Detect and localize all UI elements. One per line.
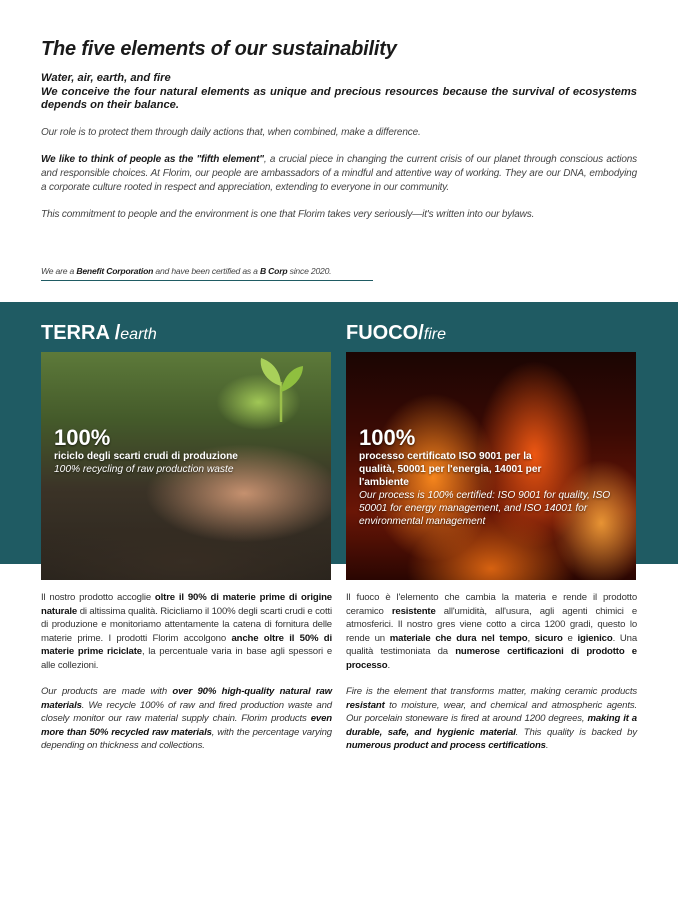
earth-text-it <box>41 591 332 673</box>
bcorp-text-3: since 2020. <box>287 266 332 276</box>
fire-en-t4: . <box>545 740 549 752</box>
earth-it-b1: oltre il 90% di materie prime di origine naturale <box>41 592 332 617</box>
fire-text-en <box>346 685 637 753</box>
fire-it-t6: . <box>387 659 390 671</box>
fire-overlay-it: processo certificato ISO 9001 per la qualità, 50001 per l'energia, 14001 per l'ambiente <box>359 451 542 488</box>
earth-en-b2: even more than 50% recycled raw materials <box>41 713 332 738</box>
bcorp-text-1: We are a <box>41 266 77 276</box>
fire-en-t2: to moisture, wear, and chemical and atmospheric agents. Our porcelain stoneware is fired at around 1200 degrees, <box>346 699 637 725</box>
bcorp-bold-1: Benefit Corporation <box>76 266 154 276</box>
sprout-icon <box>249 352 309 422</box>
fire-en-t1: Fire is the element that transforms matter, making ceramic products <box>346 686 637 697</box>
commitment-paragraph: This commitment to people and the environment is one that Florim takes very seriously—it's written into our bylaws. <box>41 209 535 220</box>
fire-title-it: FUOCO/ <box>346 322 424 344</box>
bcorp-text-2: and have been certified as a <box>153 266 260 276</box>
fire-en-b2: making it a durable, safe, and hygienic material <box>346 713 637 738</box>
fire-it-b1: resistente <box>391 605 436 617</box>
fire-it-t5: . Una qualità testimoniata da <box>346 632 638 658</box>
earth-it-t3: , la percentuale varia in base agli spessori e alle collezioni. <box>41 646 332 671</box>
earth-en-t3: , with the percentage varying depending on thickness and collections. <box>41 726 332 752</box>
earth-en-t1: Our products are made with <box>41 686 173 697</box>
fire-it-t4: e <box>562 632 578 644</box>
intro-lead: We conceive the four natural elements as unique and precious resources because the survival of ecosystems depends on their balance. <box>41 85 637 111</box>
fire-it-b4: igienico <box>577 632 613 644</box>
earth-title-en: earth <box>120 326 157 343</box>
earth-it-t2: di altissima qualità. Ricicliamo il 100% degli scarti crudi e cotti di produzione e monitoriamo attentamente la catena di fornitura delle materie prime. I prodotti Florim accolgono <box>41 605 332 644</box>
fifth-element-bold: We like to think of people as the "fifth element" <box>41 154 264 165</box>
bcorp-bold-2: B Corp <box>259 266 288 276</box>
earth-title <box>41 322 157 345</box>
fire-it-b2: materiale che dura nel tempo <box>389 632 528 644</box>
fire-en-t3: . This quality is backed by <box>515 726 637 738</box>
fire-overlay <box>359 426 621 528</box>
fifth-element-text: , a crucial piece in changing the current crisis of our planet through conscious actions and responsible choices. At Florim, our people are ambassadors of a mindful and attentive way of working. They are our DNA, embodying a corporate culture rooted in respect and appreciation, extending to everyone in our community. <box>41 154 637 193</box>
earth-it-t1: Il nostro prodotto accoglie <box>41 592 155 603</box>
earth-text-en <box>41 685 332 753</box>
fire-text-it <box>346 591 637 673</box>
fire-percentage: 100% <box>359 425 416 450</box>
intro-heading <box>41 72 637 113</box>
soil-hands-sprout-icon <box>41 352 331 580</box>
fire-title <box>346 322 446 345</box>
flames-icon <box>346 352 636 580</box>
page-title: The five elements of our sustainability <box>41 38 397 60</box>
earth-overlay <box>54 426 304 476</box>
fire-it-b5: numerose certificazioni di prodotto e processo <box>346 646 637 671</box>
earth-it-b2: anche oltre il 50% di materie prime riciclate <box>41 632 332 658</box>
bcorp-statement <box>41 266 373 281</box>
fifth-element-paragraph <box>41 153 637 195</box>
fire-en-b1: resistant <box>346 699 385 711</box>
fire-it-t2: all'umidità, all'usura, agli agenti chimici e atmosferici. Il nostro gres viene cotto a circa 1200 gradi, questo lo rende un <box>346 605 638 644</box>
earth-overlay-it: riciclo degli scarti crudi di produzione <box>54 451 238 462</box>
fire-en-b3: numerous product and process certifications <box>346 740 546 752</box>
fire-it-t1: Il fuoco è l'elemento che cambia la materia e rende il prodotto ceramico <box>346 592 637 617</box>
earth-en-b1: over 90% high-quality natural raw materials <box>41 686 332 711</box>
earth-percentage: 100% <box>54 425 111 450</box>
intro-subtitle: Water, air, earth, and fire <box>41 72 171 84</box>
earth-overlay-en: 100% recycling of raw production waste <box>54 464 234 475</box>
fire-it-t3: , <box>527 632 535 644</box>
role-paragraph: Our role is to protect them through daily actions that, when combined, make a difference. <box>41 127 421 138</box>
fire-title-en: fire <box>423 326 447 343</box>
fire-it-b3: sicuro <box>534 632 563 644</box>
earth-en-t2: . We recycle 100% of raw and fired production waste and closely monitor our raw material supply chain. Florim products <box>41 699 332 725</box>
fire-overlay-en: Our process is 100% certified: ISO 9001 for quality, ISO 50001 for energy management, and ISO 14001 for environmental management <box>359 490 611 527</box>
earth-title-it: TERRA / <box>41 322 121 344</box>
